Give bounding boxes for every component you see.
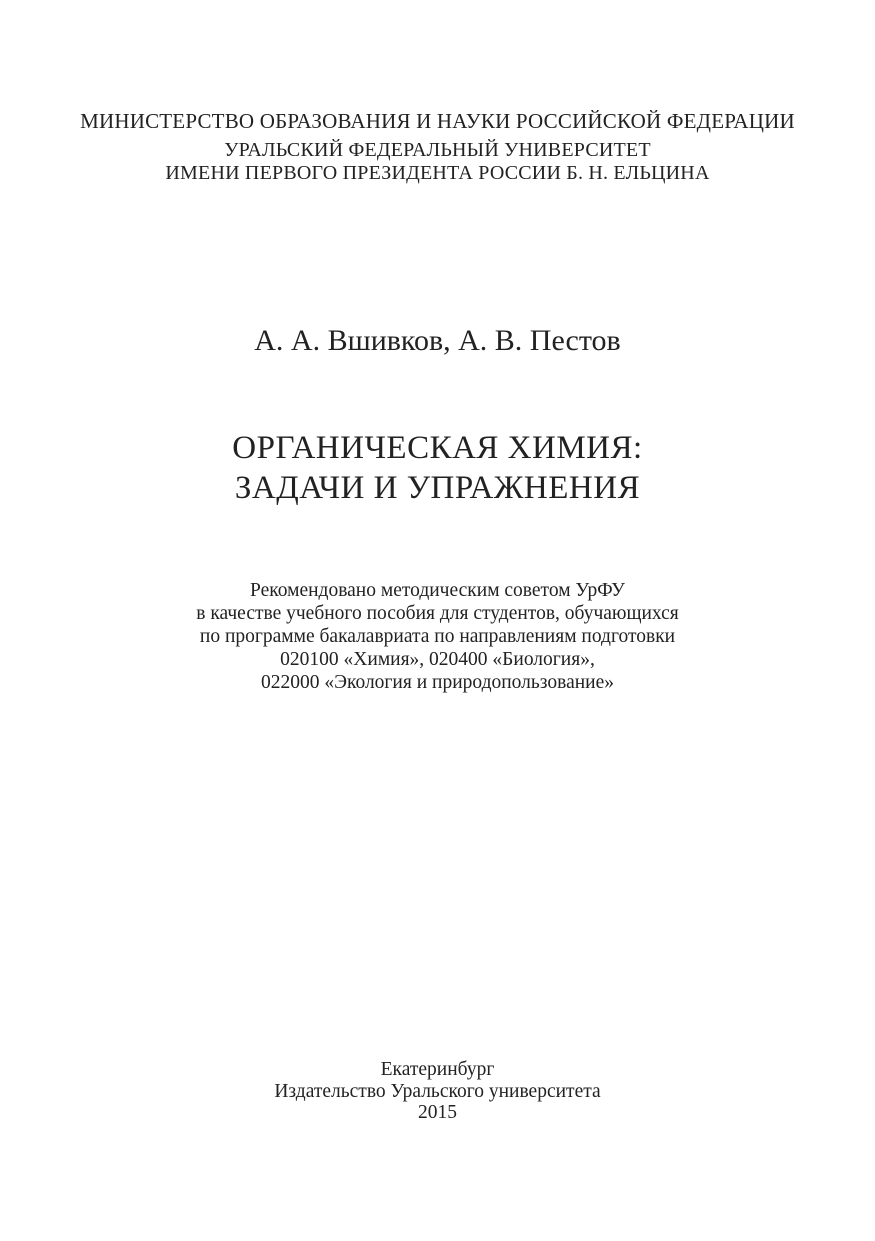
book-title-line-1: ОРГАНИЧЕСКАЯ ХИМИЯ: [232,430,643,466]
ministry-line: МИНИСТЕРСТВО ОБРАЗОВАНИЯ И НАУКИ РОССИЙСКОЙ ФЕДЕРАЦИИ [80,109,795,133]
recommendation-line-2: в качестве учебного пособия для студентов, обучающихся [196,603,679,624]
recommendation-line-5: 022000 «Экология и природопользование» [260,672,615,693]
university-name [0,139,875,184]
recommendation-note [0,579,875,694]
book-title-line-2: ЗАДАЧИ И УПРАЖНЕНИЯ [234,470,641,506]
imprint-year: 2015 [418,1102,457,1123]
book-title [0,428,875,508]
university-line-2: ИМЕНИ ПЕРВОГО ПРЕЗИДЕНТА РОССИИ Б. Н. ЕЛЬЦИНА [165,161,710,184]
recommendation-line-4: 020100 «Химия», 020400 «Биология», [280,649,595,670]
imprint-city: Екатеринбург [380,1059,495,1080]
authors-line: А. А. Вшивков, А. В. Пестов [254,324,621,357]
page-header [0,110,875,184]
recommendation-line-3: по программе бакалавриата по направлениям подготовки [199,626,676,647]
recommendation-line-1: Рекомендовано методическим советом УрФУ [250,580,625,601]
university-line-1: УРАЛЬСКИЙ ФЕДЕРАЛЬНЫЙ УНИВЕРСИТЕТ [224,139,651,161]
imprint-publisher: Издательство Уральского университета [274,1080,601,1102]
imprint [0,1059,875,1124]
